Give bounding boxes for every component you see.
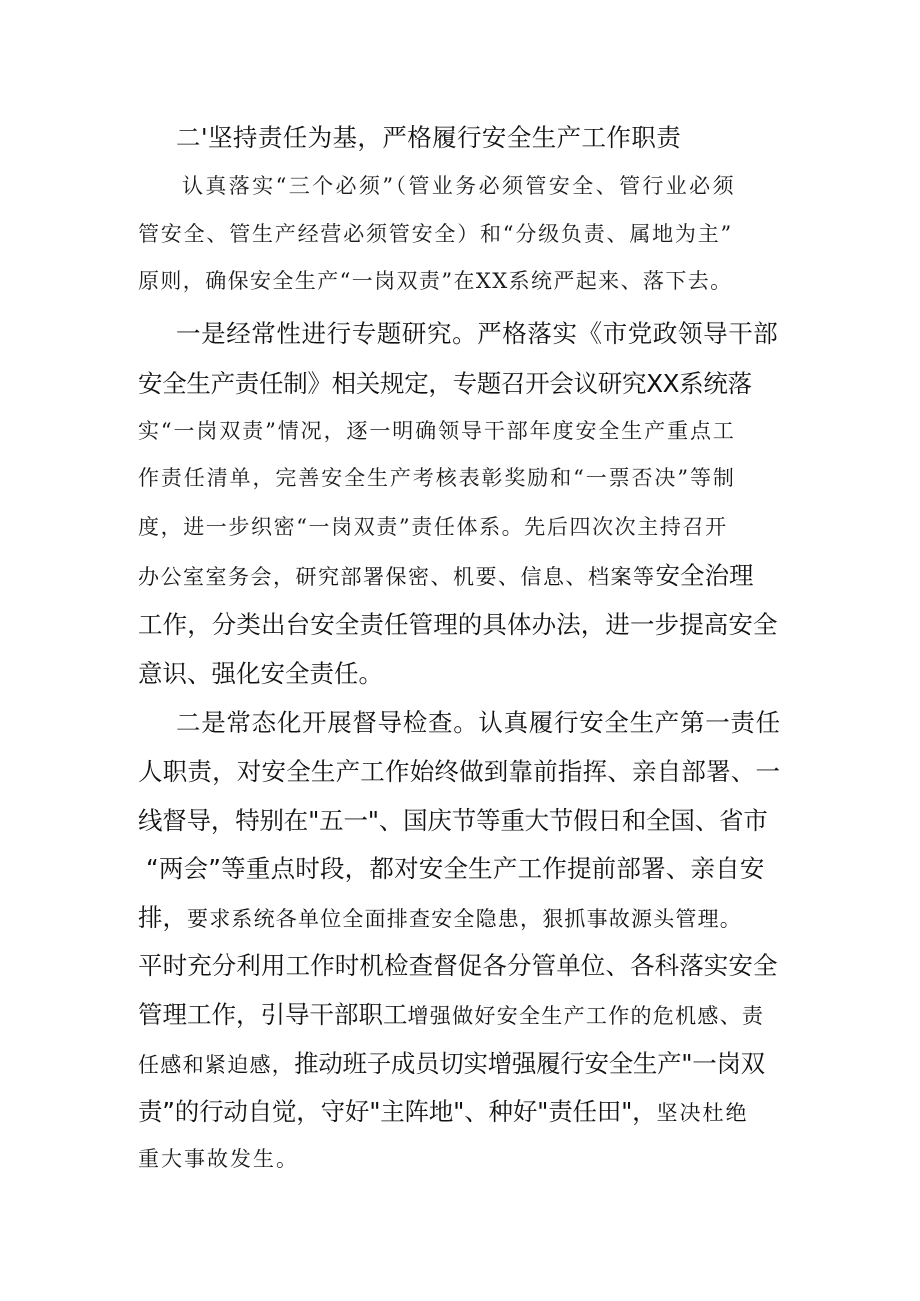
para2-line-7-serif: 增强做好安全生产工作的危机感、责 [407, 1004, 765, 1028]
para2-line-8-sans: 推动班子成员切实增强履行安全生产"一岗双 [294, 1049, 765, 1078]
para2-line-10: 重大事故发生。 [138, 1147, 299, 1171]
para2-line-5 [138, 903, 742, 932]
para2-line-3: 线督导，特别在"五一"、国庆节等重大节假日和全国、省市 [138, 806, 768, 835]
para1-line-8: 意识、强化安全责任。 [138, 659, 383, 688]
para1-line-3: 实“一岗双责”情况，逐一明确领导干部年度安全生产重点工 [138, 419, 736, 443]
para2-line-9-serif: 坚决杜绝 [656, 1101, 749, 1125]
para2-line-5-sans: 排， [138, 903, 187, 932]
para1-line-6-sans: 安全治理 [655, 561, 754, 590]
para2-line-5-serif: 要求系统各单位全面排查安全隐患，狠抓事故源头管理。 [187, 907, 742, 931]
para2-line-9 [138, 1097, 749, 1126]
intro-line-3: 原则，确保安全生产“一岗双责”在XX系统严起来、落下去。 [138, 269, 733, 293]
intro-line-1: 认真落实“三个必须”（管业务必须管安全、管行业必须 [182, 174, 736, 198]
para1-line-4: 作责任清单，完善安全生产考核表彰奖励和“一票否决”等制 [138, 466, 736, 490]
para1-line-6-serif: 办公室室务会，研究部署保密、机要、信息、档案等 [138, 565, 656, 589]
para2-line-9-sans: 责”的行动自觉，守好"主阵地"、种好"责任田"， [138, 1097, 657, 1126]
intro-line-2: 管安全、管生产经营必须管安全）和“分级负责、属地为主” [138, 222, 734, 246]
para2-line-1: 二是常态化开展督导检查。认真履行安全生产第一责任 [176, 708, 781, 737]
para2-line-6: 平时充分利用工作时机检查督促各分管单位、各科落实安全 [138, 951, 778, 980]
para1-line-5: 度，进一步织密“一岗双责”责任体系。先后四次次主持召开 [138, 515, 728, 539]
para1-line-1: 一是经常性进行专题研究。严格落实《市党政领导干部 [176, 319, 779, 348]
para2-line-4: “两会”等重点时段，都对安全生产工作提前部署、亲自安 [146, 854, 765, 883]
para2-line-2: 人职责，对安全生产工作始终做到靠前指挥、亲自部署、一 [138, 757, 781, 786]
section-heading: 二'坚持责任为基，严格履行安全生产工作职责 [176, 123, 682, 152]
para1-line-2: 安全生产责任制》相关规定，专题召开会议研究XX系统落 [138, 369, 752, 398]
para2-line-7-sans: 管理工作，引导干部职工 [138, 1000, 408, 1029]
para2-line-8 [138, 1049, 765, 1078]
para1-line-6 [138, 561, 754, 590]
para2-line-8-serif: 任感和紧迫感， [138, 1053, 295, 1077]
para1-line-7: 工作，分类出台安全责任管理的具体办法，进一步提高安全 [138, 610, 778, 639]
para2-line-7 [138, 1000, 765, 1029]
